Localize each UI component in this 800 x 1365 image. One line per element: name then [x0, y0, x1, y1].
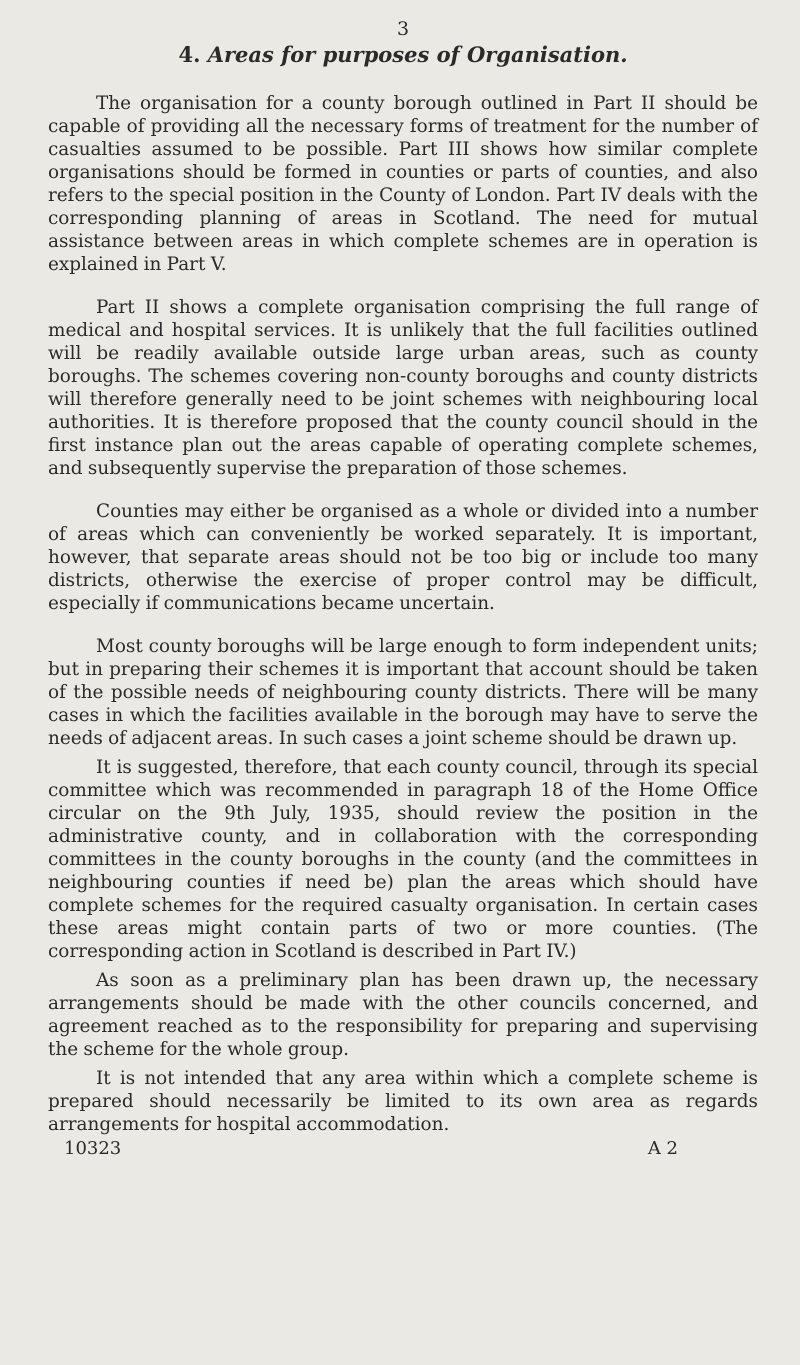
paragraph-7: It is not intended that any area within which a complete scheme is prepared should necessarily be limited to its own area as regards arrangements for hospital accommodation. [48, 1068, 758, 1135]
paragraph-3: Counties may either be organised as a whole or divided into a number of areas which can conveniently be worked separately. It is important, however, that separate areas should not be too big or include too many districts, otherwise the exercise of proper control may be difficult, especially if communications became uncertain. [48, 501, 758, 614]
page-footer [48, 1138, 758, 1160]
paragraph-6: As soon as a preliminary plan has been drawn up, the necessary arrangements should be made with the other councils concerned, and agreement reached as to the responsibility for preparing and supervising the scheme for the whole group. [48, 970, 758, 1060]
paragraph-1: The organisation for a county borough outlined in Part II should be capable of providing all the necessary forms of treatment for the number of casualties assumed to be possible. Part III shows how similar complete organisations should be formed in counties or parts of counties, and also refers to the special position in the County of London. Part IV deals with the corresponding planning of areas in Scotland. The need for mutual assistance between areas in which complete schemes are in operation is explained in Part V. [48, 93, 758, 275]
signature-mark: A 2 [647, 1138, 678, 1159]
print-code: 10323 [64, 1138, 122, 1159]
section-heading [48, 42, 758, 68]
paragraph-2: Part II shows a complete organisation comprising the full range of medical and hospital services. It is unlikely that the full facilities outlined will be readily available outside large urban areas, such as county boroughs. The schemes covering non-county boroughs and county districts will therefore generally need to be joint schemes with neighbouring local authorities. It is therefore proposed that the county council should in the first instance plan out the areas capable of operating complete schemes, and subsequently supervise the preparation of those schemes. [48, 297, 758, 479]
page-number: 3 [396, 18, 410, 40]
section-number: 4. [178, 42, 201, 67]
paragraph-4: Most county boroughs will be large enough to form independent units; but in preparing their schemes it is important that account should be taken of the possible needs of neighbouring county districts. There will be many cases in which the facilities available in the borough may have to serve the needs of adjacent areas. In such cases a joint scheme should be drawn up. [48, 636, 758, 749]
paragraph-5: It is suggested, therefore, that each county council, through its special committee which was recommended in paragraph 18 of the Home Office circular on the 9th July, 1935, should review the position in the administrative county, and in collaboration with the corresponding committees in the county boroughs in the county (and the committees in neighbouring counties if need be) plan the areas which should have complete schemes for the required casualty organisation. In certain cases these areas might contain parts of two or more counties. (The corresponding action in Scotland is described in Part IV.) [48, 757, 758, 962]
section-title: Areas for purposes of Organisation. [207, 42, 628, 67]
